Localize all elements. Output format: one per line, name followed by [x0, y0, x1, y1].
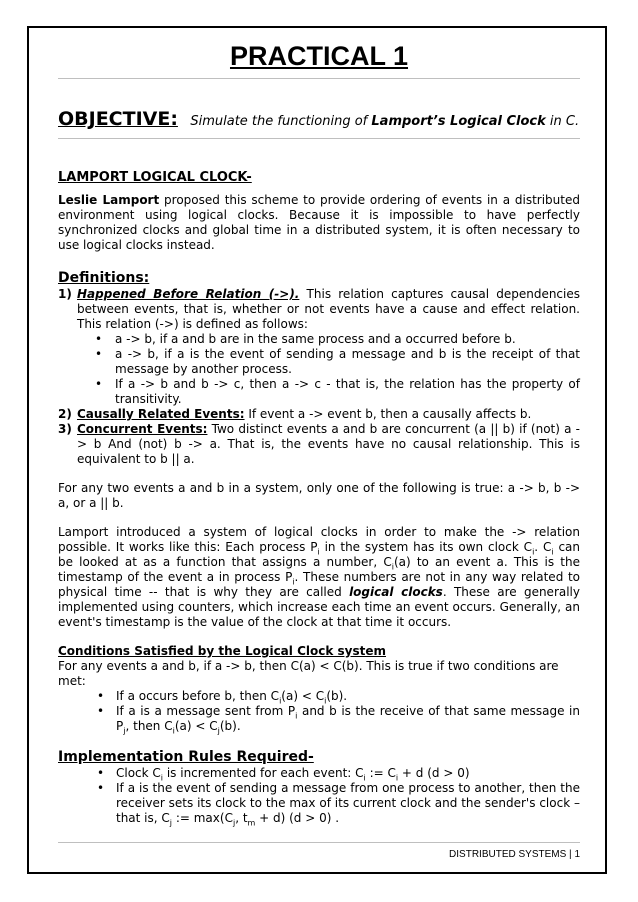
conditions-intro: For any events a and b, if a -> b, then C(a) < C(b). This is true if two conditions are met:: [58, 659, 559, 688]
page-footer: DISTRIBUTED SYSTEMS | 1: [58, 842, 580, 860]
definition-item: 1) Happened Before Relation (->). This relation captures causal dependencies between events, that is, whether or not events have a cause and effect relation. This relation (->) is defined as follows: • a -> b, if a and b are in the same process and a occurred before b. • a -> b, if a is the event of sending a message and b is the receipt of that message by another process. • If a -> b and b -> c, then a -> c - that is, the relation has the property of transitivity.: [58, 287, 580, 406]
paragraph-any-two-events: For any two events a and b in a system, only one of the following is true: a -> b, b -> a, or a || b.: [58, 481, 580, 510]
objective: [58, 109, 580, 132]
list-item: • If a -> b and b -> c, then a -> c - that is, the relation has the property of transitivity.: [95, 377, 580, 406]
list-item: • a -> b, if a and b are in the same process and a occurred before b.: [95, 332, 516, 346]
lamport-intro: Leslie Lamport proposed this scheme to provide ordering of events in a distributed environment using logical clocks. Because it is impossible to have perfectly synchronized clocks and global time in a distributed system, it is often necessary to use logical clocks instead.: [58, 193, 580, 252]
conditions-heading: Conditions Satisfied by the Logical Clock system: [58, 644, 386, 658]
objective-label: OBJECTIVE:: [58, 108, 178, 130]
conditions-list: [58, 689, 580, 734]
list-item: • If a is a message sent from $P_i$ and b is the receive of that same message in $P_j$, then $C_i(a) < C_j(b)$.: [97, 704, 580, 736]
definition-term: Causally Related Events:: [77, 407, 245, 421]
definition-item: 2) Causally Related Events: If event a -> event b, then a causally affects b.: [58, 407, 532, 421]
happened-before-rules: [77, 332, 580, 407]
logical-clocks-term: logical clocks: [349, 585, 443, 599]
objective-divider: [58, 138, 580, 139]
objective-text: Simulate the functioning of Lamport’s Logical Clock in C.: [190, 114, 580, 129]
lamport-heading: LAMPORT LOGICAL CLOCK-: [58, 170, 252, 185]
paragraph-lamport-clocks: Lamport introduced a system of logical clocks in order to make the -> relation possible. It works like this: Each process $P_i$ in the system has its own clock $C_i$. $C_i$ can be looked at as a function that assigns a number, $C_i(a)$ to an event a. This is the timestamp of the event a in process $P_i$. These numbers are not in any way related to physical time -- that is why they are called logical clocks. These are generally implemented using counters, which increase each time an event occurs. Generally, an event's timestamp is the value of the clock at that time it occurs.: [58, 525, 581, 629]
list-item: • Clock $C_i$ is incremented for each event: $C_i$ := $C_i + d$ (d > 0): [97, 766, 470, 783]
definition-term: Concurrent Events:: [77, 422, 208, 436]
definitions-heading: Definitions:: [58, 270, 150, 286]
definitions-list: [58, 287, 580, 467]
implementation-list: [58, 766, 580, 826]
definition-item: 3) Concurrent Events: Two distinct events a and b are concurrent (a || b) if (not) a -> b And (not) b -> a. That is, the events have no causal relationship. This is equivalent to b || a.: [58, 422, 581, 466]
document-body: [58, 40, 580, 826]
definition-term: Happened Before Relation (->).: [77, 287, 300, 301]
list-item: • a -> b, if a is the event of sending a message and b is the receipt of that message by another process.: [95, 347, 580, 376]
page-title: PRACTICAL 1: [229, 41, 409, 71]
list-item: • If a occurs before b, then $C_i(a) < C_i(b)$.: [97, 689, 348, 706]
title-divider: [58, 78, 580, 79]
lamport-author: Leslie Lamport: [58, 193, 160, 207]
implementation-heading: Implementation Rules Required-: [58, 749, 314, 765]
list-item: • If a is the event of sending a message from one process to another, then the receiver sets its clock to the max of its current clock and the sender's clock – that is, $C_j$ := $\max(C_j$, $t_m + d$) (d > 0) .: [97, 781, 580, 828]
